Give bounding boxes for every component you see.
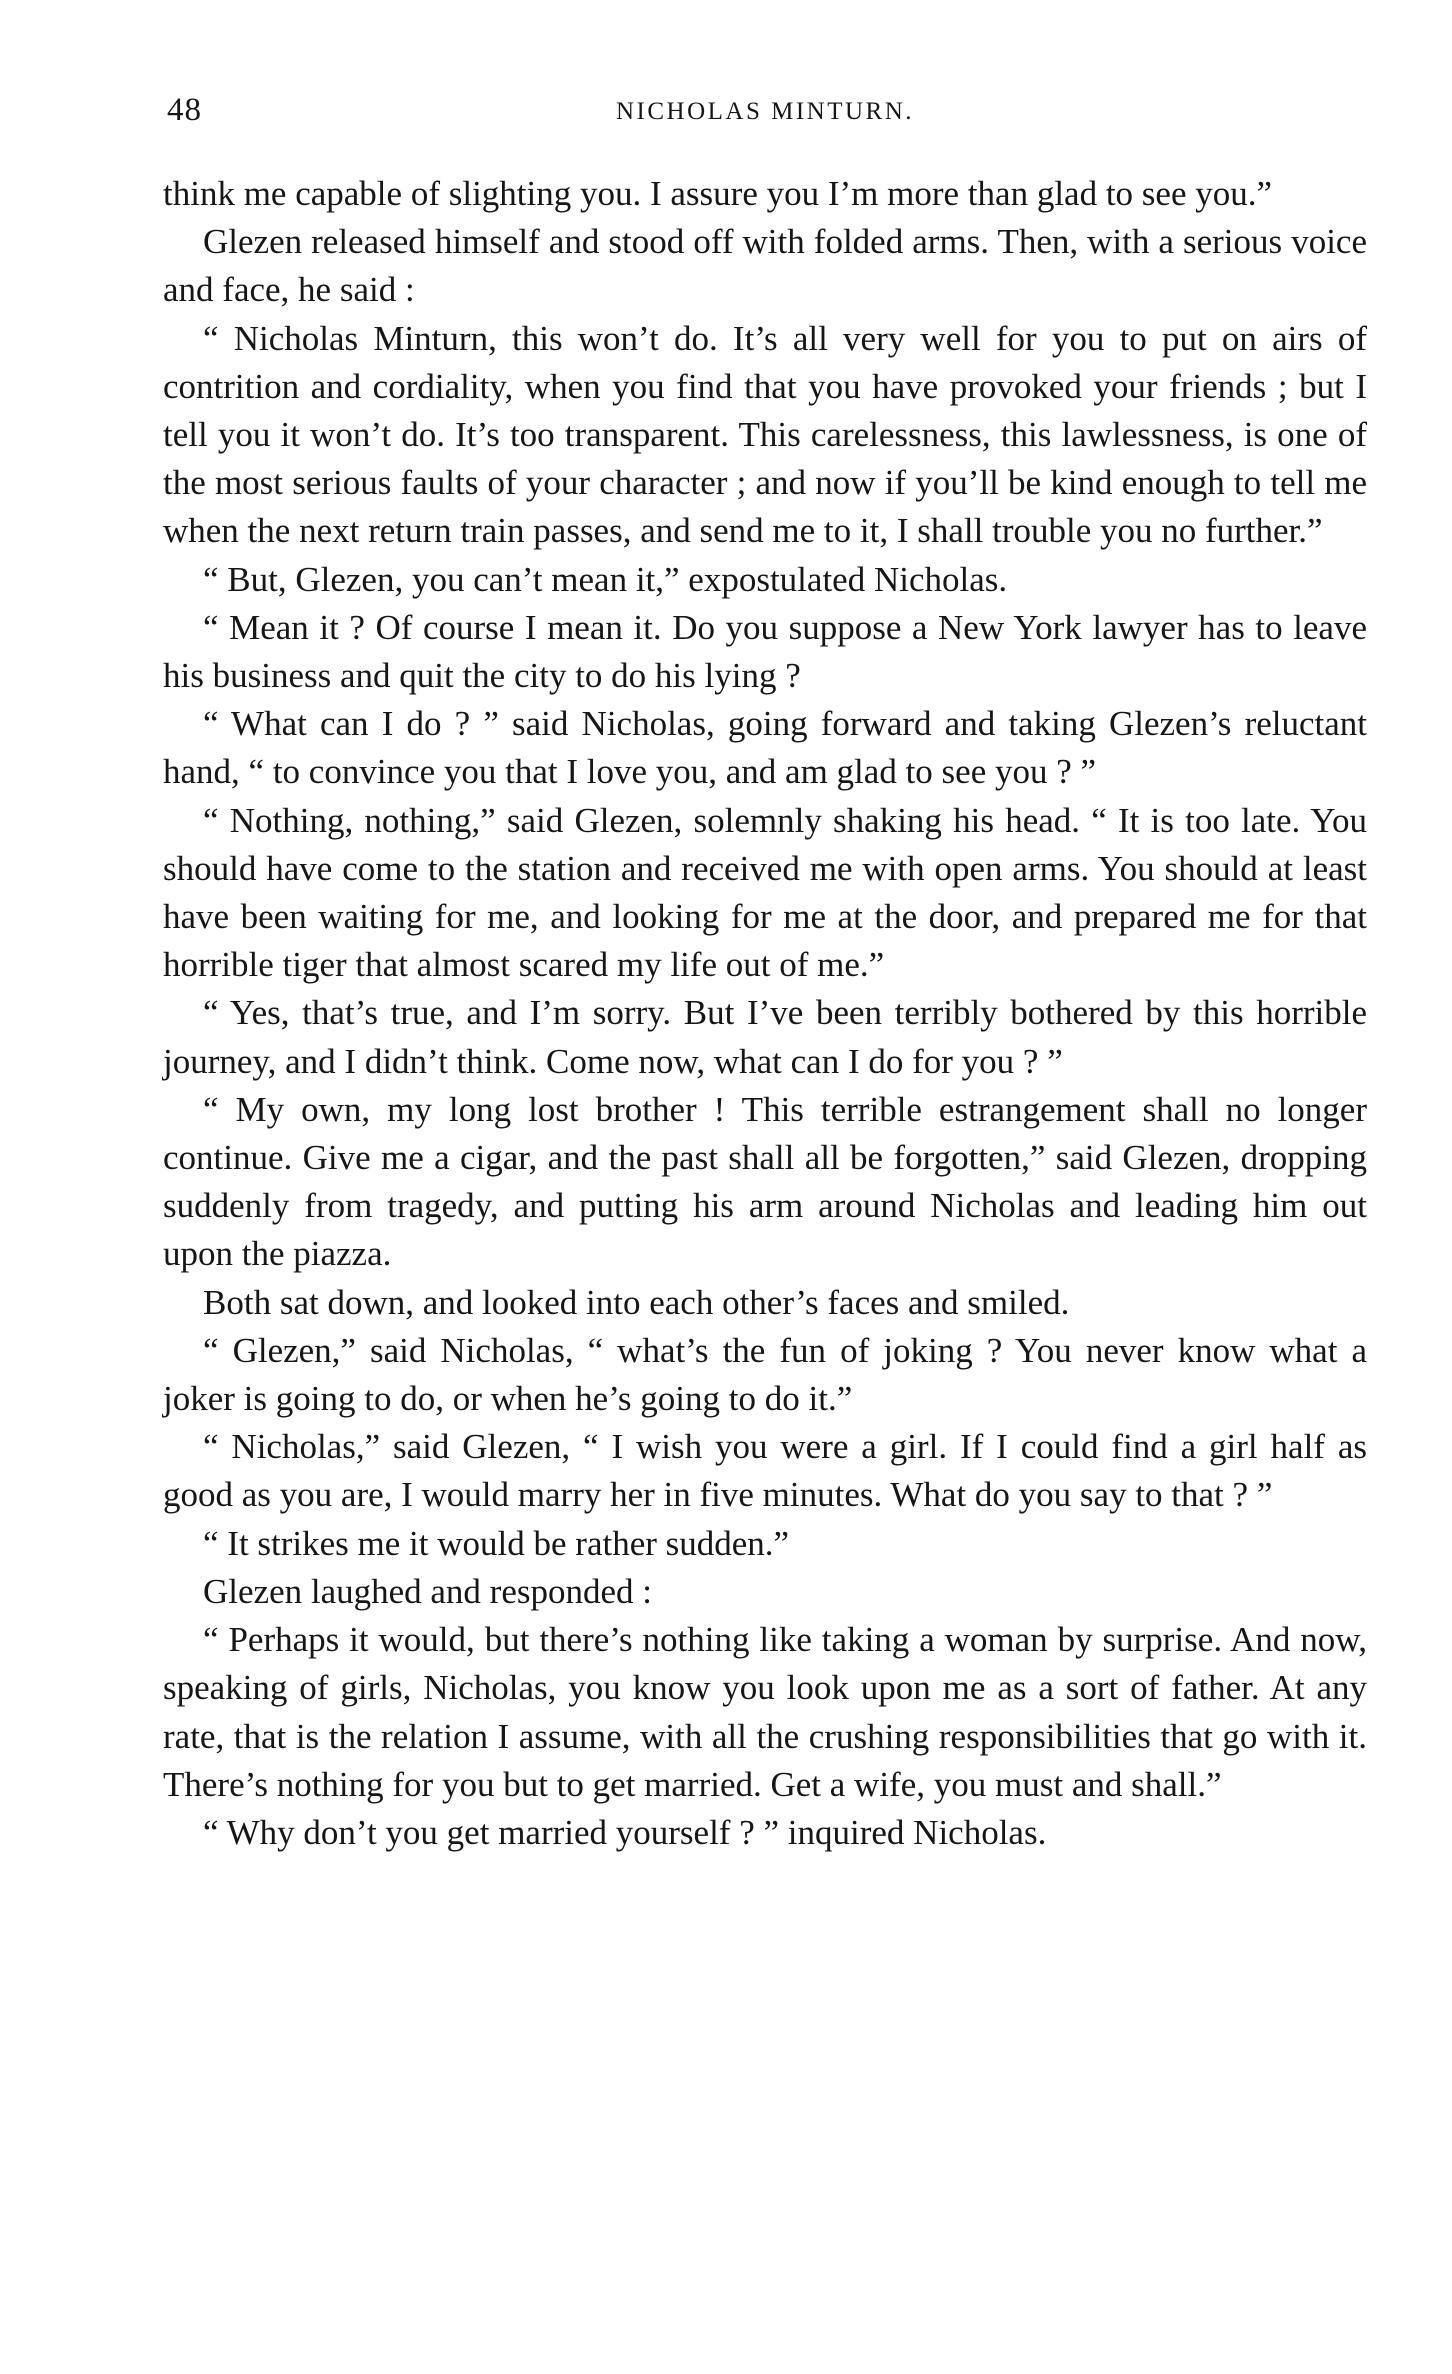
paragraph: “ Nicholas Minturn, this won’t do. It’s all very well for you to put on airs of contrition and cordiality, when you find that you have provoked your friends ; but I tell you it won’t do. It’s too transparent. This carelessness, this lawlessness, is one of the most serious faults of your character ; and now if you’ll be kind enough to tell me when the next return train passes, and send me to it, I shall trouble you no further.” [163,318,1367,551]
page-number: 48 [167,92,202,128]
paragraph: Glezen released himself and stood off with folded arms. Then, with a serious voice and face, he said : [163,222,1367,310]
paragraph: Glezen laughed and responded : [203,1571,653,1611]
paragraph: “ Why don’t you get married yourself ? ” inquired Nicholas. [203,1812,1047,1852]
paragraph: “ Perhaps it would, but there’s nothing like taking a woman by surprise. And now, speaking of girls, Nicholas, you know you look upon me as a sort of father. At any rate, that is the relation I assume, with all the crushing responsibilities that go with it. There’s nothing for you but to get married. Get a wife, you must and shall.” [163,1620,1367,1804]
paragraph: “ Mean it ? Of course I mean it. Do you suppose a New York lawyer has to leave his business and quit the city to do his lying ? [163,607,1367,696]
paragraph: “ Nicholas,” said Glezen, “ I wish you were a girl. If I could find a girl half as good as you are, I would marry her in five minutes. What do you say to that ? ” [163,1427,1367,1515]
paragraph: “ Yes, that’s true, and I’m sorry. But I’ve been terribly bothered by this horrible journey, and I didn’t think. Come now, what can I do for you ? ” [163,993,1367,1081]
paragraph: “ My own, my long lost brother ! This terrible estrangement shall no longer continue. Give me a cigar, and the past shall all be forgotten,” said Glezen, dropping suddenly from tragedy, and putting his arm around Nicholas and leading him out upon the piazza. [163,1089,1367,1274]
paragraph: “ What can I do ? ” said Nicholas, going forward and taking Glezen’s reluctant hand, “ to convince you that I love you, and am glad to see you ? ” [163,704,1367,792]
running-head: NICHOLAS MINTURN. [615,98,915,125]
paragraph: Both sat down, and looked into each other’s faces and smiled. [203,1282,1070,1322]
book-page [163,0,1367,2374]
paragraph: think me capable of slighting you. I assure you I’m more than glad to see you.” [163,174,1273,213]
paragraph: “ Nothing, nothing,” said Glezen, solemnly shaking his head. “ It is too late. You should have come to the station and received me with open arms. You should at least have been waiting for me, and looking for me at the door, and prepared me for that horrible tiger that almost scared my life out of me.” [163,800,1367,985]
paragraph: “ It strikes me it would be rather sudden.” [203,1523,790,1563]
body-text [163,170,1367,1857]
page-header [163,92,1367,132]
paragraph: “ Glezen,” said Nicholas, “ what’s the fun of joking ? You never know what a joker is going to do, or when he’s going to do it.” [163,1330,1367,1419]
paragraph: “ But, Glezen, you can’t mean it,” expostulated Nicholas. [203,559,1008,599]
